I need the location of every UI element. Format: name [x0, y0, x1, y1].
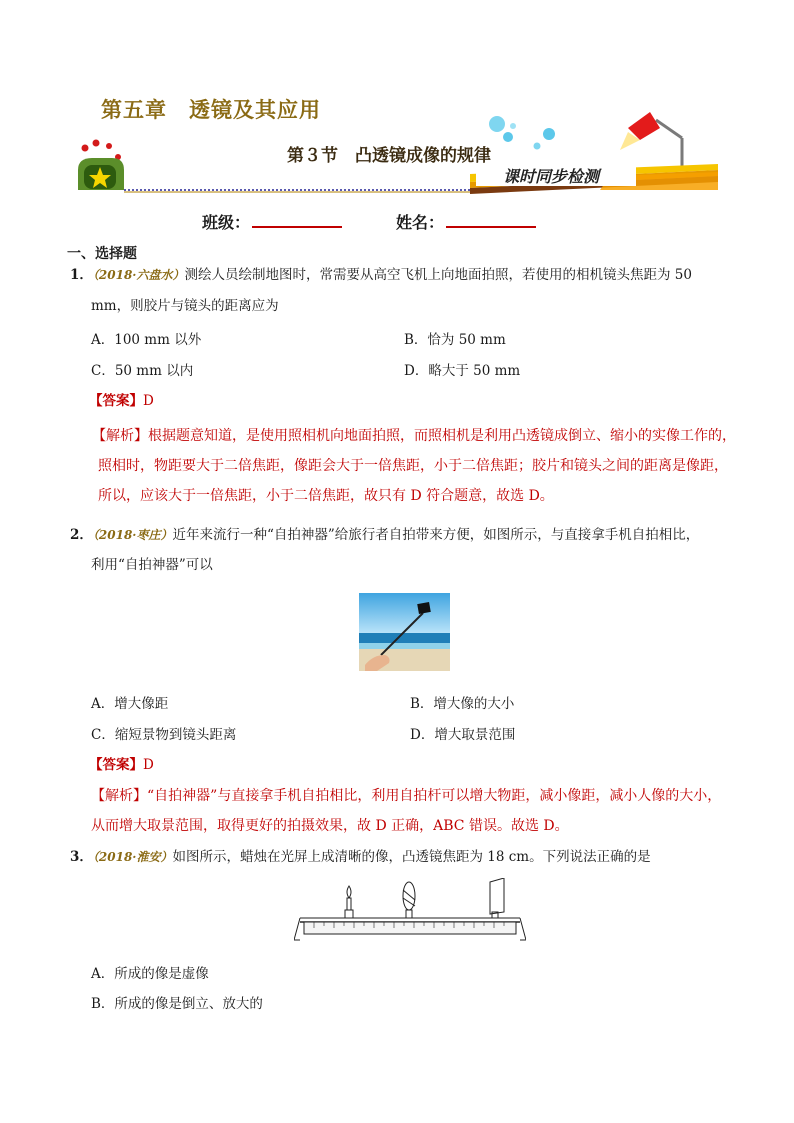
option-c[interactable]: C．缩短景物到镜头距离	[91, 727, 237, 743]
star-badge-icon	[78, 140, 124, 191]
answer-key: 【答案】	[89, 757, 143, 773]
question-number: 2．	[70, 527, 93, 543]
question-stem-cont: mm，则胶片与镜头的距离应为	[91, 298, 279, 314]
section-title: 第３节 凸透镜成像的规律	[287, 146, 491, 166]
option-a[interactable]: A．100 mm 以外	[91, 332, 202, 348]
option-a[interactable]: A．增大像距	[91, 696, 169, 712]
question-source: （2018·六盘水）	[92, 268, 185, 282]
name-field	[396, 210, 536, 233]
chapter-title: 第五章 透镜及其应用	[101, 97, 321, 122]
bubble-icon	[510, 123, 516, 129]
option-b[interactable]: B．所成的像是倒立、放大的	[91, 996, 263, 1012]
bubble-icon	[489, 116, 505, 132]
question-source: （2018·淮安）	[92, 850, 173, 864]
option-c[interactable]: C．50 mm 以内	[91, 363, 194, 379]
question-number: 1．	[70, 267, 93, 283]
option-b[interactable]: B．恰为 50 mm	[404, 332, 506, 348]
name-blank[interactable]	[446, 210, 536, 228]
bubble-icon	[543, 128, 555, 140]
bubble-icon	[534, 143, 541, 150]
question-number: 3．	[70, 849, 93, 865]
explanation: 【解析】根据题意知道，是使用照相机向地面拍照，而照相机是利用凸透镜成倒立、缩小的实像工作的， 照相时，物距要大于二倍焦距，像距会大于一倍焦距，小于二倍焦距；胶片和镜头之间的距离是像距， 所以，应该大于一倍焦距，小于二倍焦距，故只有 D 符合题意，故选 D。	[92, 428, 736, 504]
question-stem: 如图所示，蜡烛在光屏上成清晰的像，凸透镜焦距为 18 cm。下列说法正确的是	[172, 849, 651, 865]
explain-key: 【解析】	[91, 788, 147, 804]
convex-lens-icon	[403, 882, 415, 918]
bubble-icon	[503, 132, 513, 142]
explain-key: 【解析】	[92, 428, 148, 444]
optical-bench-diagram	[294, 878, 526, 950]
section-heading: 一、选择题	[67, 246, 137, 262]
option-b[interactable]: B．增大像的大小	[410, 696, 515, 712]
explanation: 【解析】“自拍神器”与直接拿手机自拍相比，利用自拍杆可以增大物距，减小像距，减小人像的大小， 从而增大取景范围，取得更好的拍摄效果，故 D 正确，ABC 错误。故选 D。	[91, 788, 722, 834]
screen-icon	[490, 878, 504, 918]
option-d[interactable]: D．增大取景范围	[410, 727, 516, 743]
answer-value: D	[143, 757, 154, 773]
tagline: 课时同步检测	[503, 167, 600, 186]
question-2	[70, 525, 735, 545]
class-blank[interactable]	[252, 210, 342, 228]
question-stem: 近年来流行一种“自拍神器”给旅行者自拍带来方便，如图所示，与直接拿手机自拍相比，	[172, 527, 700, 543]
option-d[interactable]: D．略大于 50 mm	[404, 363, 521, 379]
question-stem: 测绘人员绘制地图时，常需要从高空飞机上向地面拍照，若使用的相机镜头焦距为 50	[184, 267, 692, 283]
option-a[interactable]: A．所成的像是虚像	[91, 966, 209, 982]
selfie-stick-image	[359, 593, 450, 671]
question-stem-cont: 利用“自拍神器”可以	[91, 557, 213, 573]
answer	[89, 389, 154, 409]
answer-key: 【答案】	[89, 393, 143, 409]
name-label: 姓名：	[396, 213, 445, 232]
question-source: （2018·枣庄）	[92, 528, 173, 542]
candle-icon	[345, 886, 353, 918]
answer-value: D	[143, 393, 154, 409]
question-1	[70, 265, 735, 285]
class-label: 班级：	[202, 213, 251, 232]
question-3	[70, 847, 735, 867]
answer	[89, 753, 154, 773]
class-field	[202, 210, 342, 233]
